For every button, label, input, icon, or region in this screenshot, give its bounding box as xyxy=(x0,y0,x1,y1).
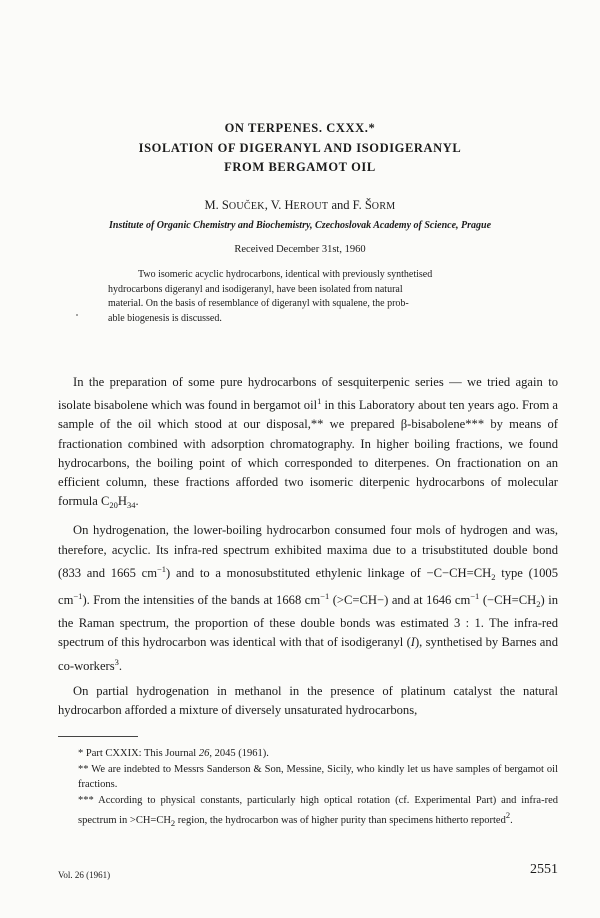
page-number: 2551 xyxy=(530,862,558,877)
abstract-line: hydrocarbons digeranyl and isodigeranyl, have been isolated from natural xyxy=(108,283,403,295)
footnote-rule xyxy=(58,736,138,737)
paragraph-1: In the preparation of some pure hydrocarbons of sesquiterpenic series — we tried again to isolate bisabolene which was found in bergamot oil$^1$ in this Laboratory about ten years ago. From a sample of the oil which stood at our disposal,** we prepared β-bisabolene*** by means of fractionation combined with adsorption chromatography. In higher boiling fractions, we found hydrocarbons, the boiling point of which corresponded to diterpenes. On fractionation on an efficient column, these fractions afforded two isomeric diterpenic hydrocarbons of molecular formula $C_{20}H_{34}$. xyxy=(58,375,559,511)
footnotes xyxy=(58,746,558,832)
footnote-2: ** We are indebted to Messrs Sanderson & Son, Messine, Sicily, who kindly let us have samples of bergamot oil fractions. xyxy=(78,763,558,790)
abstract-line: material. On the basis of resemblance of digeranyl with squalene, the prob- xyxy=(108,298,409,309)
paragraph-2: On hydrogenation, the lower-boiling hydrocarbon consumed four mols of hydrogen and was, therefore, acyclic. Its infra-red spectrum exhibited maxima due to a trisubstituted double bond (833 and 1665 $cm^{-1}$) and to a monosubstituted ethylenic linkage of $-C-CH=CH_2$ type (1005 $cm^{-1}$). From the intensities of the bands at 1668 $cm^{-1}$ (>C=CH−) and at 1646 $cm^{-1}$ $(-CH=CH_2)$ in the Raman spectrum, the proportion of these double bonds was estimated 3 : 1. The infra-red spectrum of this hydrocarbon was identical with that of isodigeranyl (I), synthetised by Barnes and co-workers$^3$. xyxy=(58,523,558,673)
institute: Institute of Organic Chemistry and Biochemistry, Czechoslovak Academy of Science, Prague xyxy=(108,220,492,231)
footnote-3: *** According to physical constants, particularly high optical rotation (cf. Experimental Part) and infra-red spectrum in $>CH=CH_2$ region, the hydrocarbon was of higher purity than specimens hitherto reported$^2$. xyxy=(78,794,558,828)
paragraph-3: On partial hydrogenation in methanol in the presence of platinum catalyst the natural hydrocarbon afforded a mixture of diversely unsaturated hydrocarbons, xyxy=(58,683,558,718)
authors: M. SOUČEK, V. HEROUT and F. ŠORM xyxy=(204,198,396,212)
abstract-line: Two isomeric acyclic hydrocarbons, identical with previously synthetised xyxy=(138,269,433,280)
title-line-1: ON TERPENES. CXXX.* xyxy=(224,121,376,135)
abstract xyxy=(108,268,500,326)
title-line-3: FROM BERGAMOT OIL xyxy=(224,160,376,174)
footnote-1: * Part CXXIX: This Journal 26, 2045 (1961). xyxy=(78,748,269,759)
journal-volume: Vol. 26 (1961) xyxy=(58,870,111,880)
body-text xyxy=(58,373,558,720)
title-line-2: ISOLATION OF DIGERANYL AND ISODIGERANYL xyxy=(138,141,462,155)
received-date: Received December 31st, 1960 xyxy=(234,244,366,255)
print-speck xyxy=(76,314,78,316)
abstract-line: able biogenesis is discussed. xyxy=(108,312,222,324)
